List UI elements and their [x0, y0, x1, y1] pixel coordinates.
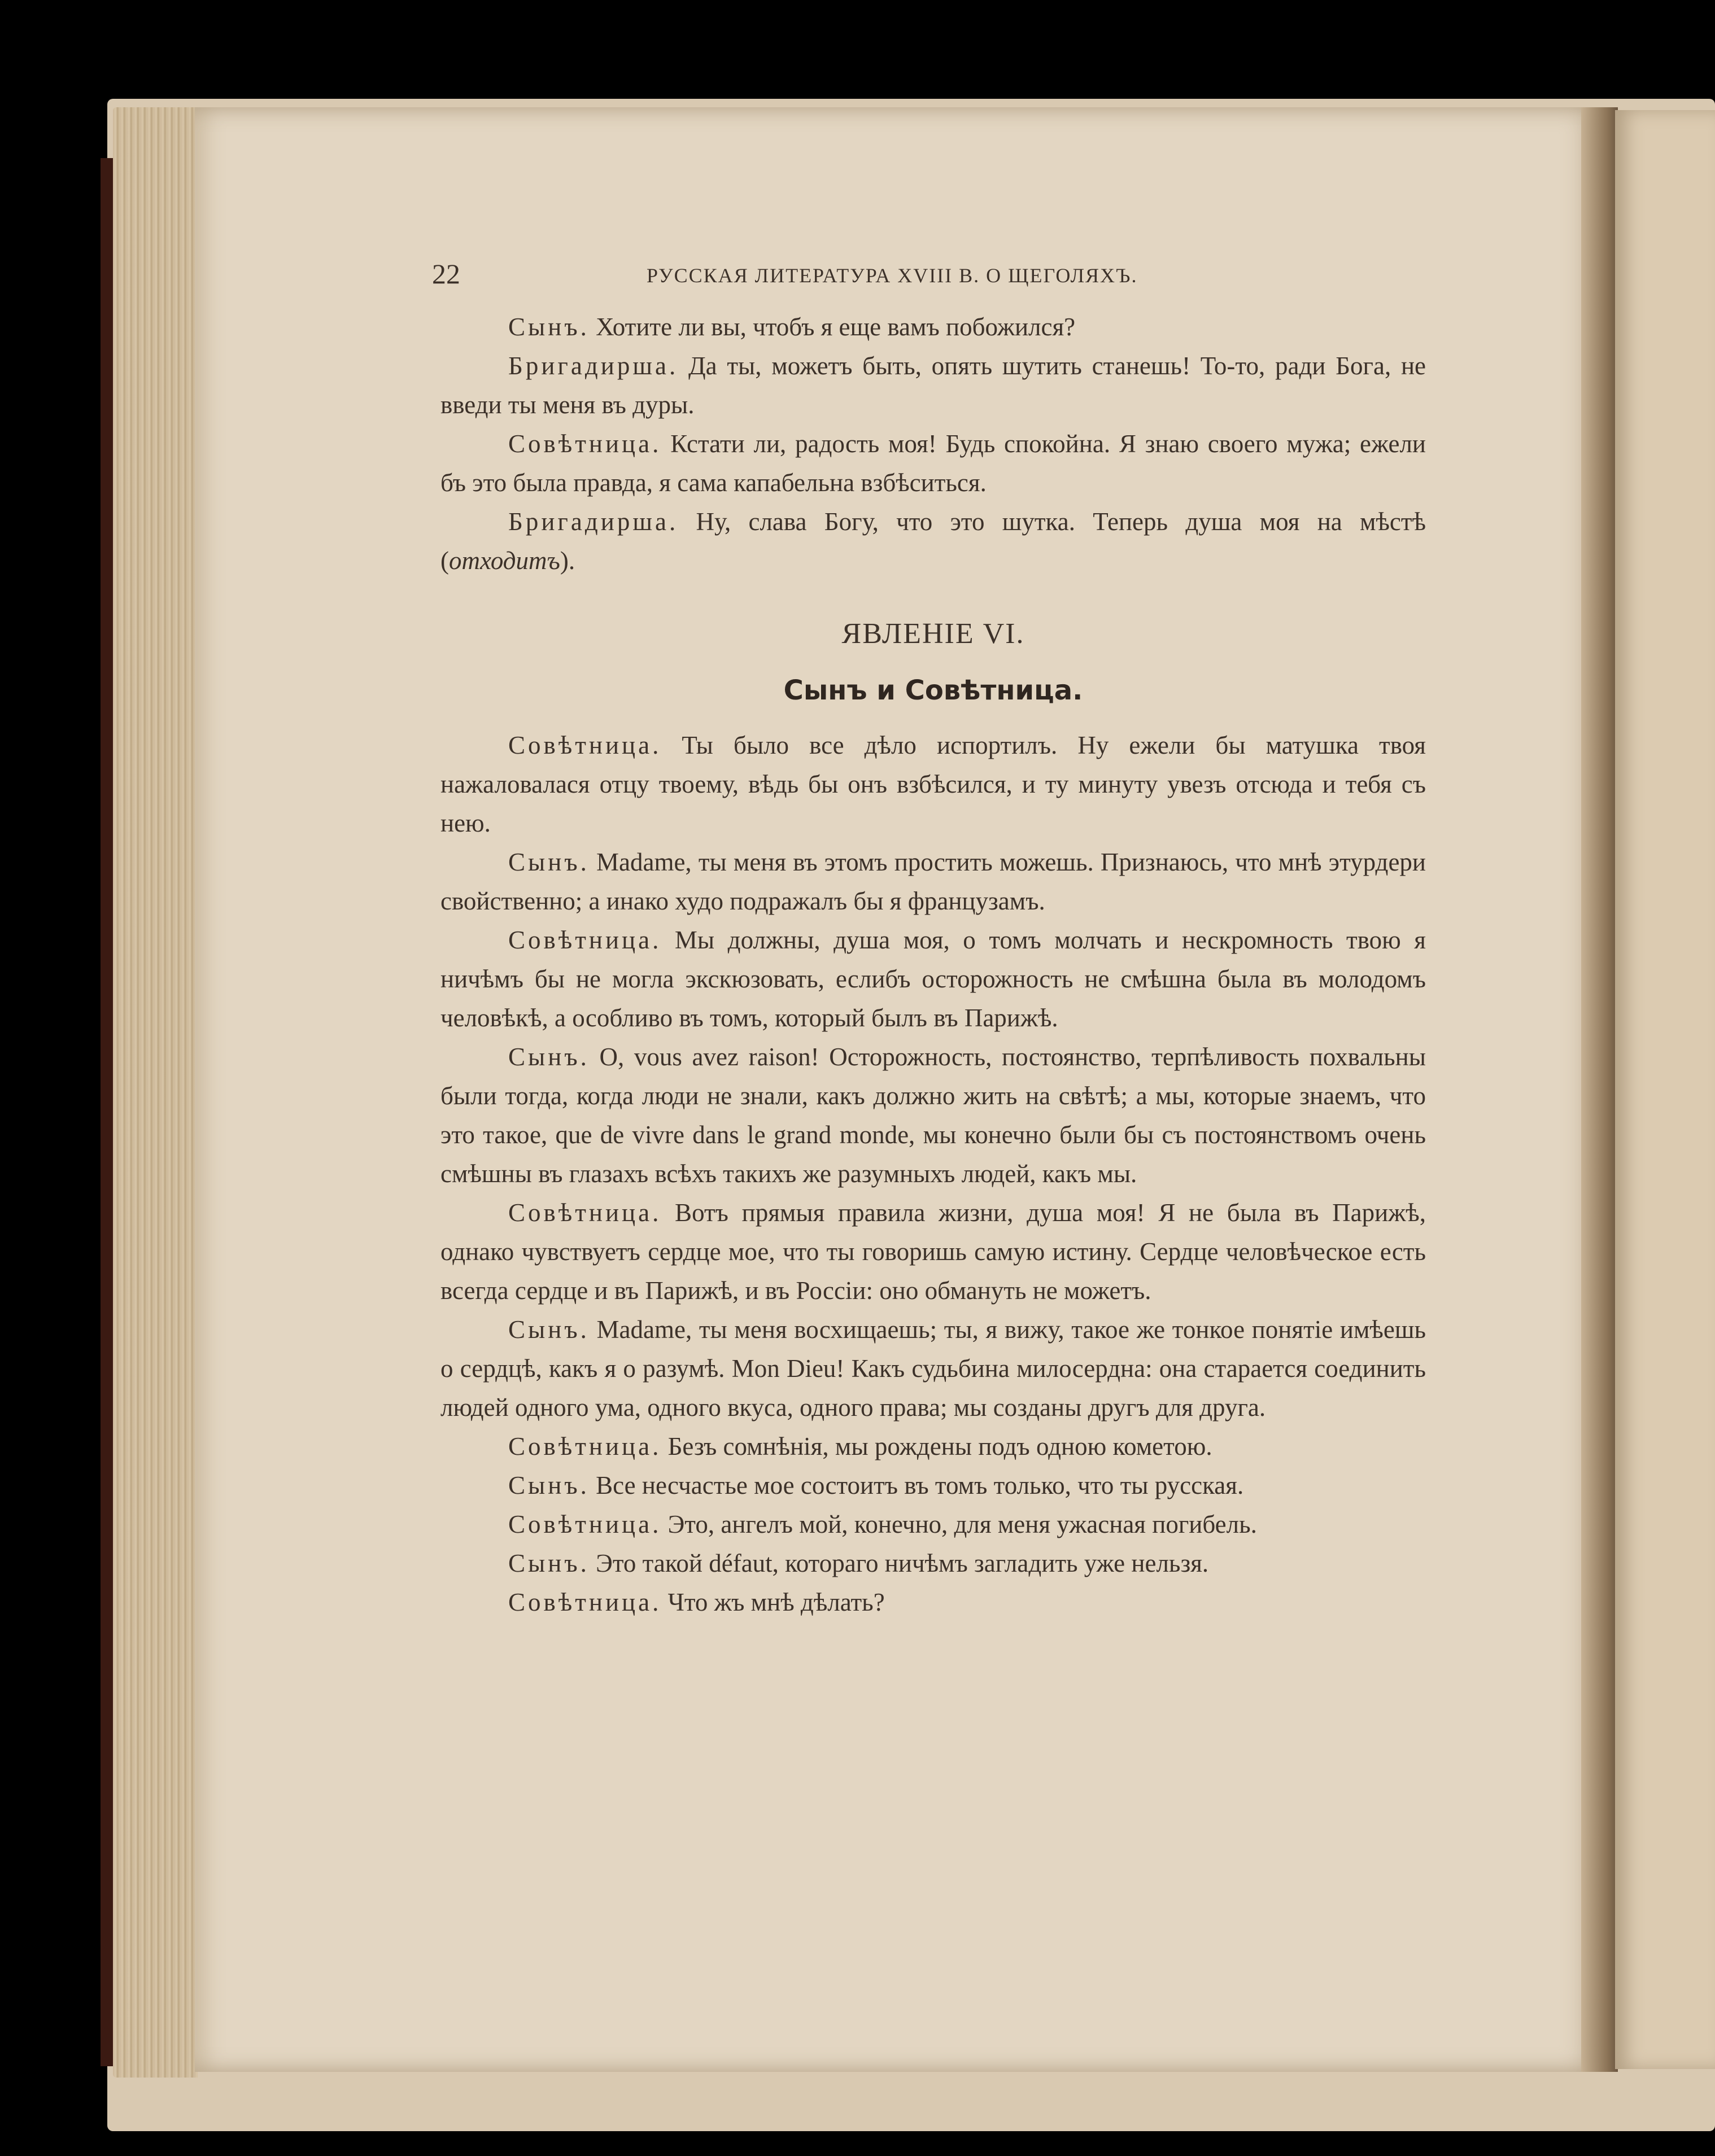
paragraph [440, 1505, 1426, 1544]
paragraph [440, 308, 1426, 347]
page-gutter [1581, 107, 1618, 2072]
paragraph [440, 1193, 1426, 1310]
paragraph [440, 921, 1426, 1038]
scene-title: ЯВЛЕНІЕ VI. [841, 618, 1025, 650]
speaker: Совѣтница. [508, 430, 662, 458]
speaker: Совѣтница. [508, 1588, 662, 1616]
page-edges [113, 107, 198, 2078]
paragraph [440, 1427, 1426, 1466]
speaker: Совѣтница. [508, 926, 662, 954]
paragraph [440, 726, 1426, 843]
speech: Вотъ прямыя правила жизни, душа моя! Я не была въ Парижѣ, однако чувствуетъ сердце мое, что ты говоришь самую истину. Сердце человѣческое есть всегда сердце и въ Парижѣ, и въ Россіи: оно обмануть не можетъ. [440, 1199, 1426, 1305]
page-number: 22 [432, 258, 460, 290]
paragraph [440, 347, 1426, 425]
speech: Хотите ли вы, чтобъ я еще вамъ побожился? [589, 313, 1076, 341]
speaker: Совѣтница. [508, 1432, 662, 1460]
speaker: Бригадирша. [508, 508, 679, 536]
speech: Ну, слава Богу, что это шутка. Теперь душа моя на мѣстѣ ( [440, 508, 1426, 575]
stage-direction: отходитъ [449, 546, 560, 575]
running-title: РУССКАЯ ЛИТЕРАТУРА XVIII В. О ЩЕГОЛЯХЪ. [647, 264, 1138, 287]
speech: О, vous avez raison! Осторожность, постоянство, терпѣливость похвальны были тогда, когда люди не знали, какъ должно жить на свѣтѣ; а мы, которые знаемъ, что это такое, que de vivre dans le grand monde, мы конечно были бы съ постоянствомъ очень смѣшны въ глазахъ всѣхъ такихъ же разумныхъ людей, какъ мы. [440, 1043, 1426, 1188]
speaker: Сынъ. [508, 1315, 590, 1344]
speech: Да ты, можетъ быть, опять шутить станешь! То-то, ради Бога, не введи ты меня въ дуры. [440, 352, 1426, 419]
speech-end: ). [560, 546, 575, 575]
facing-page [1615, 110, 1715, 2069]
speech: Madame, ты меня восхищаешь; ты, я вижу, такое же тонкое понятіе имѣешь о сердцѣ, какъ я о разумѣ. Mon Dieu! Какъ судьбина милосердна: она старается соединить людей одного ума, одного вкуса, одного права; мы созданы другъ для друга. [440, 1315, 1426, 1422]
speaker: Совѣтница. [508, 1199, 662, 1227]
speech: Madame, ты меня въ этомъ простить можешь. Признаюсь, что мнѣ этурдери свойственно; а инако худо подражалъ бы я французамъ. [440, 848, 1426, 915]
page-text [440, 308, 1426, 1622]
scene-cast: Сынъ и Совѣтница. [783, 675, 1083, 706]
speaker: Совѣтница. [508, 731, 662, 759]
page-header [432, 257, 1223, 291]
speech: Все несчастье мое состоитъ въ томъ только, что ты русская. [589, 1471, 1244, 1499]
speaker: Сынъ. [508, 848, 590, 876]
paragraph [440, 1466, 1426, 1505]
speaker: Сынъ. [508, 313, 590, 341]
speech: Мы должны, душа моя, о томъ молчать и нескромность твою я ничѣмъ бы не могла экскюзовать, еслибъ осторожность не смѣшна была въ молодомъ человѣкѣ, а особливо въ томъ, который былъ въ Парижѣ. [440, 926, 1426, 1032]
speaker: Бригадирша. [508, 352, 679, 380]
speaker: Сынъ. [508, 1549, 590, 1577]
paragraph [440, 1544, 1426, 1583]
speech: Кстати ли, радость моя! Будь спокойна. Я знаю своего мужа; ежели бъ это была правда, я сама капабельна взбѣситься. [440, 430, 1426, 497]
paragraph [440, 1038, 1426, 1193]
speech: Что жъ мнѣ дѣлать? [661, 1588, 885, 1616]
speech: Это, ангелъ мой, конечно, для меня ужасная погибель. [661, 1510, 1257, 1538]
paragraph [440, 1583, 1426, 1622]
speech: Ты было все дѣло испортилъ. Ну ежели бы матушка твоя нажаловалася отцу твоему, вѣдь бы онъ взбѣсился, и ту минуту увезъ отсюда и тебя съ нею. [440, 731, 1426, 837]
paragraph [440, 425, 1426, 502]
paragraph [440, 502, 1426, 580]
speech: Это такой défaut, котораго ничѣмъ загладить уже нельзя. [589, 1549, 1209, 1577]
speaker: Сынъ. [508, 1471, 590, 1499]
speech: Безъ сомнѣнія, мы рождены подъ одною кометою. [661, 1432, 1212, 1460]
speaker: Сынъ. [508, 1043, 590, 1071]
paragraph [440, 843, 1426, 921]
speaker: Совѣтница. [508, 1510, 662, 1538]
paragraph [440, 1310, 1426, 1427]
